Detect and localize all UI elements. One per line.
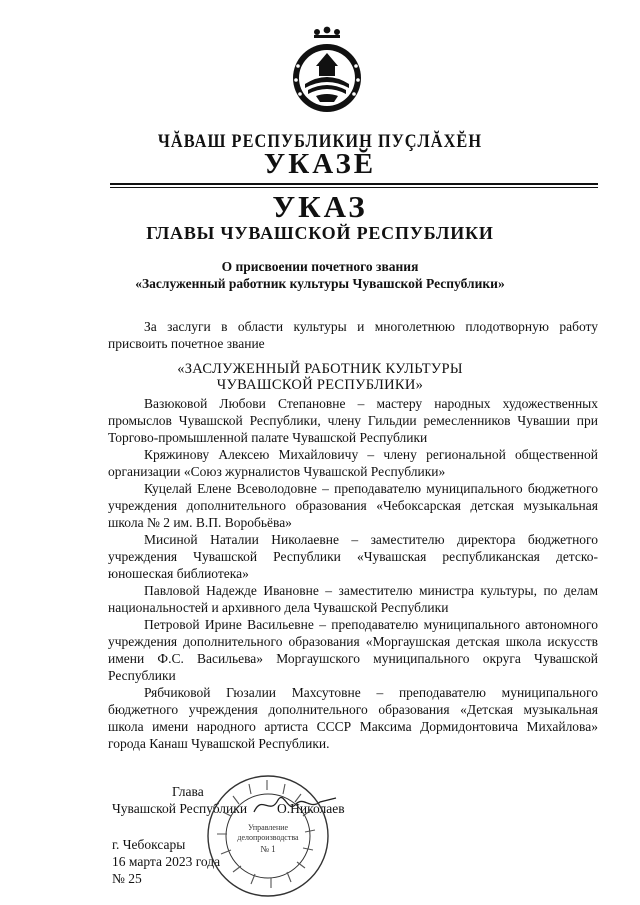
subject-line-1: О присвоении почетного звания <box>221 259 419 274</box>
recipients-list <box>108 395 598 752</box>
official-stamp <box>203 772 333 900</box>
document-title: УКАЗ <box>272 189 368 224</box>
signer-name: О.Николаев <box>277 801 345 816</box>
stamp-center-line-2: делопроизводства <box>237 833 299 842</box>
recipient-item: Мисиной Наталии Николаевне – заместителю директора бюджетного учреждения Чувашской Республики «Чувашская республиканская детско-юношеская библиотека» <box>108 532 598 581</box>
stamp-center-line-3: № 1 <box>260 844 276 854</box>
recipient-item: Петровой Ирине Васильевне – преподавателю муниципального автономного учреждения дополнительного образования «Моргаушская детская школа искусств имени Ф.С. Васильева» Моргаушского муниципального округа Чувашской Республики <box>108 617 598 683</box>
chuvash-header-line: ЧĂВАШ РЕСПУБЛИКИН ПУÇЛĂХĔН <box>157 131 483 152</box>
award-title <box>0 361 640 393</box>
signing-date: 16 марта 2023 года <box>112 854 221 869</box>
header-divider-thin <box>110 187 598 188</box>
stamp-center-line-1: Управление <box>247 823 289 832</box>
signer-position-line-2: Чувашской Республики <box>112 801 248 816</box>
document-subtitle: ГЛАВЫ ЧУВАШСКОЙ РЕСПУБЛИКИ <box>146 223 494 243</box>
award-title-line-2: ЧУВАШСКОЙ РЕСПУБЛИКИ» <box>216 377 424 393</box>
signing-city: г. Чебоксары <box>112 837 186 852</box>
recipient-item: Рябчиковой Гюзалии Махсутовне – преподавателю муниципального бюджетного учреждения дополнительного образования «Детская музыкальная школа имени народного артиста СССР Максима Дормидонтовича Михайлова» города Канаш Чувашской Республики. <box>108 685 598 751</box>
recipient-item: Кряжинову Алексею Михайловичу – члену региональной общественной организации «Союз журналистов Чувашской Республики» <box>108 447 598 479</box>
subject-line-2: «Заслуженный работник культуры Чувашской Республики» <box>135 276 505 291</box>
award-title-line-1: «ЗАСЛУЖЕННЫЙ РАБОТНИК КУЛЬТУРЫ <box>177 361 463 377</box>
decree-subject <box>0 258 640 292</box>
chuvash-header-title: УКАЗĔ <box>263 148 377 180</box>
recipient-item: Вазюковой Любови Степановне – мастеру народных художественных промыслов Чувашской Республики, члену Гильдии ремесленников Чувашии при Торгово-промышленной палате Чувашской Республики <box>108 396 598 445</box>
chuvash-emblem <box>286 26 368 116</box>
recipient-item: Павловой Надежде Ивановне – заместителю министра культуры, по делам национальностей и архивного дела Чувашской Республики <box>108 583 598 615</box>
signer-position-line-1: Глава <box>172 784 204 799</box>
recipient-item: Куцелай Елене Всеволодовне – преподавателю муниципального бюджетного учреждения дополнительного образования «Чебоксарская детская музыкальная школа № 2 им. В.П. Воробьёва» <box>108 481 598 530</box>
intro-paragraph: За заслуги в области культуры и многолетнюю плодотворную работу присвоить почетное звание <box>108 319 598 351</box>
header-divider-thick <box>110 183 598 185</box>
decree-number: № 25 <box>112 871 142 886</box>
